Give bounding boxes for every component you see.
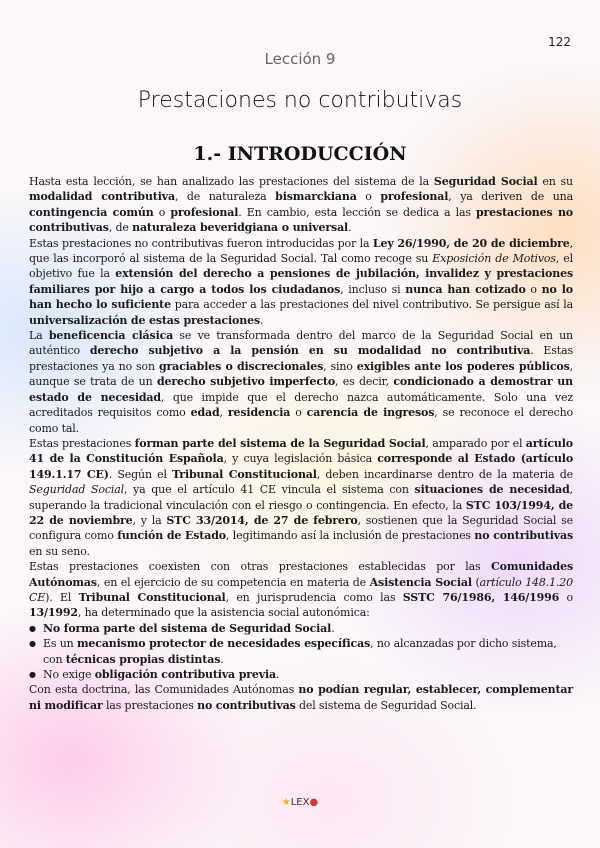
text-run: Hasta esta lección, se han analizado las prestaciones del sistema de la [29,175,434,188]
text-run: las prestaciones [102,698,198,712]
text-run: , legitimando así la inclusión de prestaciones [225,529,475,543]
bold-text: Tribunal Constitucional [78,590,226,604]
paragraph [29,436,573,559]
text-run: o [153,205,171,219]
text-run: No exige [43,668,95,681]
list-item [29,636,573,667]
text-run: o [559,590,573,604]
page-title: Prestaciones no contributivas [137,88,463,113]
bold-text: STC 103/1994, de 22 de noviembre [29,498,573,527]
text-run: , es decir, [335,375,394,389]
text-run: Estas prestaciones coexisten con otras prestaciones establecidas por las [29,560,492,574]
text-run: . [348,221,352,235]
text-run: Es un [43,637,77,651]
text-run: , no alcanzadas por dicho sistema, con [43,637,557,666]
text-run: . [220,652,224,666]
paragraph [29,328,573,436]
bold-text: obligación contributiva previa [94,668,277,681]
text-run: , que impide que el derecho nazca automáticamente. Solo una vez acreditados requisitos como [29,390,573,420]
text-run: . [331,621,335,635]
text-run: , ha determinado que la asistencia social autonómica: [77,606,370,620]
text-run: Estas prestaciones no contributivas fueron introducidas por la [29,236,373,250]
bold-text: carencia de ingresos [306,406,435,420]
bold-text: función de Estado [117,529,226,543]
text-run: para acceder a las prestaciones del nivel contributivo. Se persigue así la [170,298,573,312]
bold-text: graciables o discrecionales [158,359,324,373]
text-run: , [219,406,228,420]
bold-text: no lo han hecho lo suficiente [29,282,573,312]
italic-text: Exposición de Motivos [432,252,556,266]
page-number: 122 [548,35,571,49]
text-run: Estas prestaciones [29,436,135,450]
bold-text: contingencia común [29,205,154,219]
body-content [29,174,573,713]
paragraph [29,174,573,236]
list-item [29,667,573,682]
bold-text: técnicas propias distintas [65,652,221,666]
bold-text: modalidad contributiva [29,190,175,204]
text-run: , que las incorporó al sistema de la Seguridad Social. Tal como recoge su [29,236,573,266]
section-heading: 1.- INTRODUCCIÓN [193,143,407,165]
text-run: , amparado por el [425,436,526,450]
lesson-label: Lección 9 [264,50,336,68]
text-run: . En cambio, esta lección se dedica a las [238,205,476,219]
text-run: , y la [132,513,167,527]
text-run: . [259,313,264,327]
text-run: , superando la tradicional vinculación con el riesgo o contingencia. En efecto, la [29,483,573,512]
bold-text: artículo 41 de la Constitución Española [29,436,573,466]
bold-text: no contributivas [474,529,573,543]
text-run: , se reconoce el derecho como tal. [29,406,573,435]
bold-text: derecho subjetivo a la pensión en su modalidad no contributiva [89,344,531,358]
bold-text: mecanismo protector de necesidades específicas [76,637,371,651]
bold-text: profesional [380,190,449,204]
bold-text: Tribunal Constitucional [172,467,317,481]
bold-text: prestaciones no contributivas [29,205,573,235]
bold-text: forman parte del sistema de la Seguridad Social [134,436,426,450]
text-run: ). El [45,590,79,604]
bullet-list [29,621,573,683]
bold-text: naturaleza beveridgiana o universal [132,221,349,235]
paragraph [29,559,573,621]
bold-text: No forma parte del sistema de Seguridad Social [43,621,332,635]
text-run: , y cuya legislación básica [223,452,378,466]
text-run: , en el ejercicio de su competencia en materia de [96,575,370,589]
bold-text: Comunidades Autónomas [29,560,573,589]
text-run: en su [537,175,573,188]
text-run: . Estas prestaciones ya no son [29,344,573,373]
text-run: La [29,329,49,343]
text-run: , de naturaleza [174,190,276,204]
text-run: , de [108,221,133,235]
text-run: , ya que el artículo 41 CE vincula el sistema con [124,483,415,497]
logo-text: LEX [290,797,310,808]
list-item [29,621,573,636]
drop-icon: ● [309,797,319,808]
bold-text: profesional [170,205,239,219]
footer-logo [0,797,600,808]
text-run: se ve transformada dentro del marco de la Seguridad Social en un auténtico [29,329,573,358]
bold-text: edad [190,406,220,420]
text-run: del sistema de Seguridad Social. [295,698,477,712]
text-run: , ya deriven de una [448,190,574,204]
paragraph [29,236,573,328]
bold-text: no podían regular, establecer, complementar ni modificar [29,683,573,712]
closing-paragraph [29,682,573,713]
bold-text: bismarckiana [275,190,357,204]
italic-text: artículo 148.1.20 CE [29,575,573,604]
bold-text: SSTC 76/1986, 146/1996 [402,590,560,604]
bold-text: STC 33/2014, de 27 de febrero [166,513,358,527]
bold-text: corresponde al Estado (artículo 149.1.17 CE) [29,452,574,481]
text-run: , sostienen que la Seguridad Social se configura como [29,513,574,543]
bold-text: Seguridad Social [433,175,538,188]
text-run: . [276,668,280,681]
text-run: , aunque se trata de un [29,359,574,389]
bold-text: derecho subjetivo imperfecto [156,375,336,389]
text-run: Con esta doctrina, las Comunidades Autónomas [29,683,299,697]
text-run: , deben incardinarse dentro de la materia de [316,467,574,481]
bold-text: situaciones de necesidad [414,483,570,497]
text-run: o [356,190,381,204]
text-run: , en jurisprudencia como las [225,590,403,604]
bold-text: nunca han cotizado [405,282,526,296]
bold-text: Ley 26/1990, de 20 de diciembre [372,236,570,250]
bold-text: 13/1992 [29,606,78,620]
bold-text: residencia [227,406,291,420]
text-run: o [290,406,307,420]
text-run: en su seno. [29,544,90,558]
star-icon: ★ [281,797,291,808]
text-run: , el objetivo fue la [29,252,574,281]
text-run: , sino [323,359,357,373]
bold-text: universalización de estas prestaciones [29,313,260,327]
bold-text: exigibles ante los poderes públicos [356,359,570,373]
bold-text: extensión del derecho a pensiones de jubilación, invalidez y prestaciones familiares por hijo a cargo a todos los ciudadanos [29,267,573,296]
bold-text: beneficencia clásica [48,329,174,343]
text-run: . Según el [108,467,173,481]
bold-text: condicionado a demostrar un estado de necesidad [29,375,573,404]
bold-text: no contributivas [197,698,296,712]
italic-text: Seguridad Social [29,483,124,497]
text-run: o [525,282,542,296]
bold-text: Asistencia Social [369,575,472,589]
text-run: ( [471,575,480,589]
text-run: , incluso si [340,282,406,296]
